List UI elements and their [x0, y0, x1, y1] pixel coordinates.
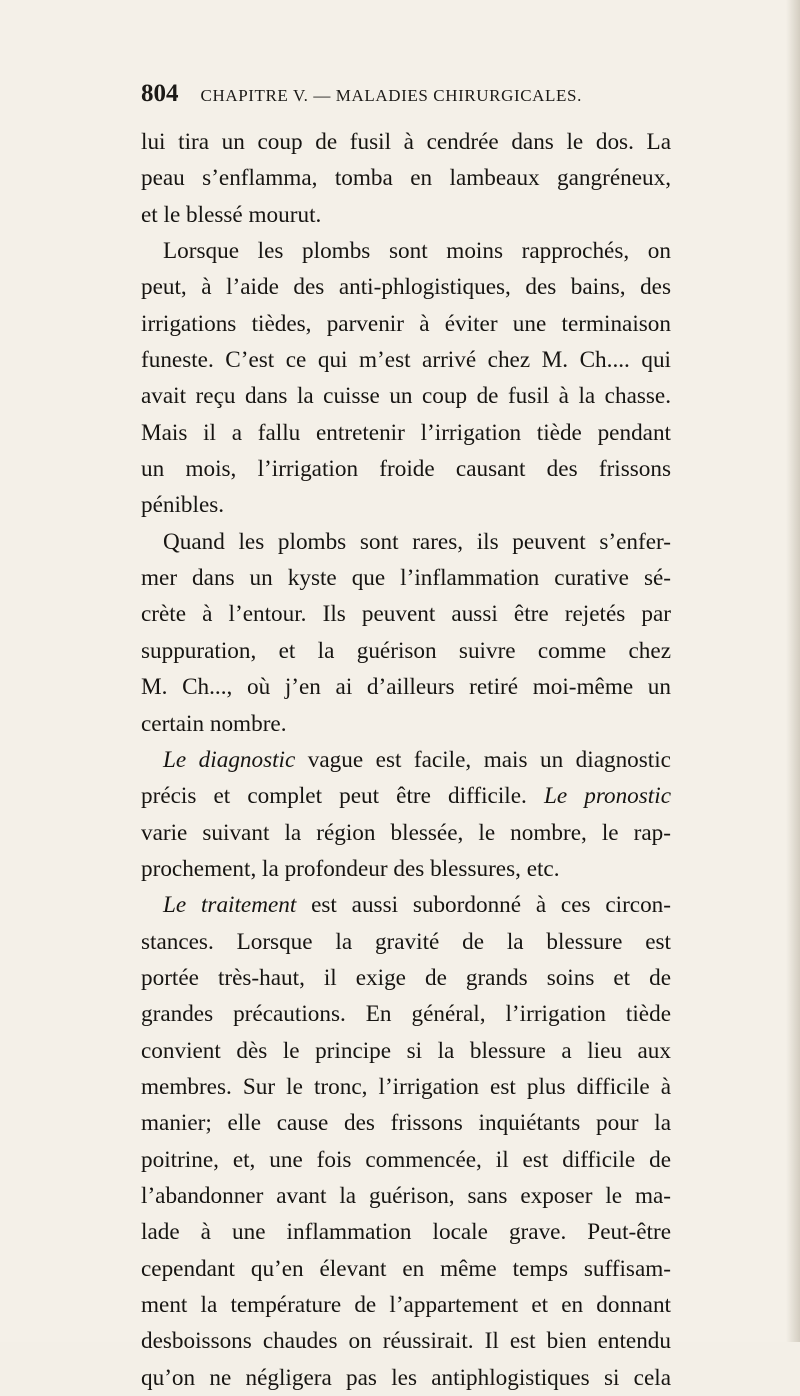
text-line	[141, 1214, 671, 1250]
text-segment: prochement, la profondeur des blessures, etc.	[141, 855, 560, 882]
text-segment: un mois, l’irrigation froide causant des frissons	[141, 456, 671, 483]
text-segment: vague est facile, mais un diagnostic	[295, 746, 671, 773]
text-line	[141, 1105, 671, 1141]
text-line	[141, 560, 671, 596]
text-line	[141, 415, 671, 451]
text-line	[141, 996, 671, 1032]
text-segment: certain nombre.	[141, 710, 287, 737]
text-line	[141, 1142, 671, 1178]
text-segment: poitrine, et, une fois commencée, il est difficile de	[141, 1146, 671, 1173]
text-segment: précis et complet peut être difficile.	[141, 783, 544, 810]
page-number: 804	[141, 80, 179, 107]
text-segment: desboissons chaudes on réussirait. Il est bien entendu	[141, 1328, 671, 1355]
text-segment: peau s’enflamma, tomba en lambeaux gangréneux,	[141, 165, 671, 192]
text-segment: suppuration, et la guérison suivre comme chez	[141, 637, 671, 664]
text-segment: M. Ch..., où j’en ai d’ailleurs retiré moi-même un	[141, 674, 671, 701]
italic-term: Le pronostic	[543, 783, 671, 810]
text-line	[141, 160, 671, 196]
text-line	[141, 306, 671, 342]
text-segment: varie suivant la région blessée, le nombre, le rap-	[141, 819, 671, 846]
text-line	[141, 1287, 671, 1323]
text-line	[141, 1360, 671, 1396]
text-line	[141, 124, 671, 160]
italic-term: Le traitement	[163, 892, 297, 919]
text-segment: stances. Lorsque la gravité de la blessure est	[141, 928, 671, 955]
text-line	[141, 706, 671, 742]
text-segment: mer dans un kyste que l’inflammation curative sé-	[141, 565, 671, 592]
body-text	[141, 124, 671, 1396]
text-line	[141, 269, 671, 305]
text-segment: manier; elle cause des frissons inquiétants pour la	[141, 1110, 671, 1137]
text-segment: qu’on ne négligera pas les antiphlogistiques si cela	[141, 1364, 671, 1391]
text-line	[141, 1178, 671, 1214]
text-line	[141, 342, 671, 378]
text-line	[141, 451, 671, 487]
page-edge-shadow	[786, 0, 800, 1342]
text-segment: convient dès le principe si la blessure a lieu aux	[141, 1037, 671, 1064]
text-line	[141, 851, 671, 887]
text-line	[141, 487, 671, 523]
text-line	[141, 778, 671, 814]
text-segment: est aussi subordonné à ces circon-	[296, 892, 672, 919]
text-segment: pénibles.	[141, 492, 225, 519]
text-line	[141, 815, 671, 851]
text-segment: Quand les plombs sont rares, ils peuvent s’enfer-	[163, 528, 671, 555]
text-segment: avait reçu dans la cuisse un coup de fusil à la chasse.	[141, 383, 671, 410]
text-line	[141, 742, 671, 778]
text-segment: portée très-haut, il exige de grands soins et de	[141, 964, 671, 991]
text-segment: funeste. C’est ce qui m’est arrivé chez M. Ch.... qui	[141, 347, 671, 374]
text-segment: et le blessé mourut.	[141, 201, 322, 228]
text-line	[141, 378, 671, 414]
text-line	[141, 524, 671, 560]
text-segment: ment la température de l’appartement et en donnant	[141, 1292, 671, 1318]
text-line	[141, 596, 671, 632]
italic-term: Le diagnostic	[163, 746, 296, 773]
running-title: CHAPITRE V. — MALADIES CHIRURGICALES.	[200, 86, 582, 105]
text-segment: membres. Sur le tronc, l’irrigation est plus difficile à	[141, 1073, 671, 1100]
text-line	[141, 633, 671, 669]
text-segment: crète à l’entour. Ils peuvent aussi être rejetés par	[141, 601, 671, 628]
text-segment: Mais il a fallu entretenir l’irrigation tiède pendant	[141, 419, 671, 446]
text-segment: lui tira un coup de fusil à cendrée dans le dos. La	[141, 129, 671, 155]
text-segment: irrigations tièdes, parvenir à éviter une terminaison	[141, 310, 671, 337]
text-line	[141, 669, 671, 705]
text-segment: peut, à l’aide des anti-phlogistiques, des bains, des	[141, 274, 671, 301]
text-line	[141, 1251, 671, 1287]
page-header	[141, 80, 661, 108]
text-line	[141, 1069, 671, 1105]
text-line	[141, 197, 671, 233]
text-line	[141, 1033, 671, 1069]
text-segment: Lorsque les plombs sont moins rapprochés, on	[163, 238, 671, 265]
text-line	[141, 960, 671, 996]
text-segment: cependant qu’en élevant en même temps suffisam-	[141, 1255, 671, 1282]
text-line	[141, 887, 671, 923]
text-line	[141, 233, 671, 269]
text-segment: grandes précautions. En général, l’irrigation tiède	[141, 1001, 671, 1028]
text-segment: lade à une inflammation locale grave. Peut-être	[141, 1219, 671, 1246]
text-line	[141, 924, 671, 960]
text-segment: l’abandonner avant la guérison, sans exposer le ma-	[141, 1182, 671, 1209]
